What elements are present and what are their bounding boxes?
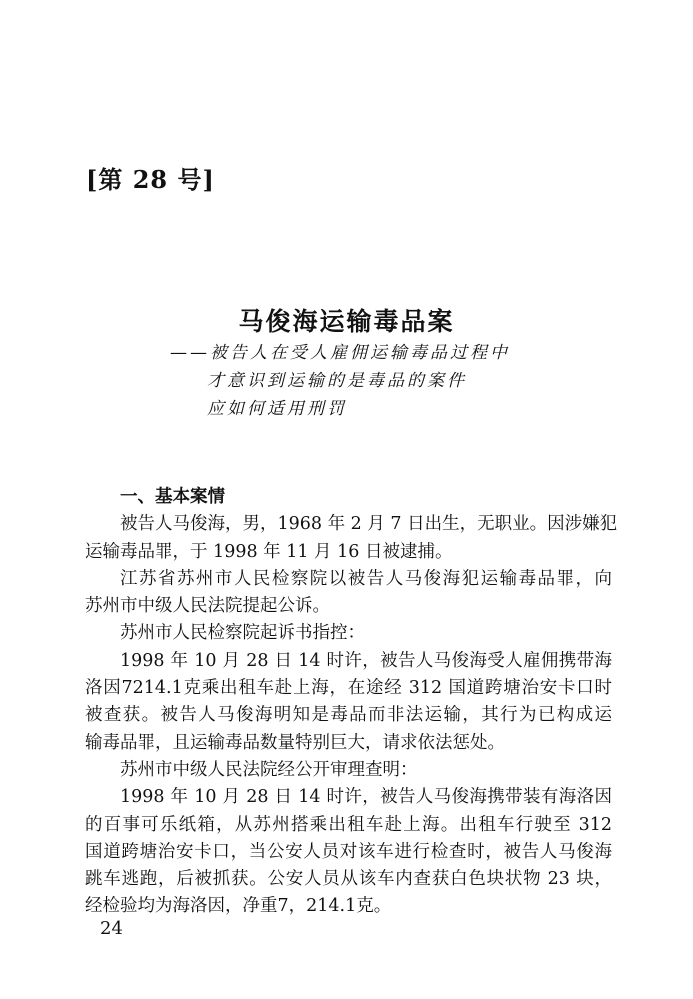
case-title: 马俊海运输毒品案 [238, 307, 455, 336]
text-line: 苏州市中级人民法院经公开审理查明： [120, 759, 418, 780]
text-line: 被告人马俊海，男，1968 年 2 月 7 日出生，无职业。因涉嫌犯 [120, 514, 618, 535]
section-heading: 一、基本案情 [120, 487, 225, 507]
text-line: 洛因7214.1克乘出租车赴上海，在途经 312 国道跨塘治安卡口时 [85, 678, 612, 699]
paragraph [85, 648, 612, 757]
case-number: [第 28 号] [86, 165, 215, 194]
text-line: 苏州市人民检察院起诉书指控： [120, 623, 365, 644]
text-line: 的百事可乐纸箱，从苏州搭乘出租车赴上海。出租车行驶至 312 [85, 814, 612, 835]
subtitle-line: 应如何适用刑罚 [207, 399, 347, 419]
text-line: 国道跨塘治安卡口，当公安人员对该车进行检查时，被告人马俊海 [85, 841, 612, 862]
text-line: 被查获。被告人马俊海明知是毒品而非法运输，其行为已构成运 [85, 705, 612, 726]
text-line: 1998 年 10 月 28 日 14 时许，被告人马俊海携带装有海洛因 [120, 787, 612, 808]
text-line: 苏州市中级人民法院提起公诉。 [85, 596, 330, 617]
paragraph [85, 784, 612, 920]
document-body [85, 484, 618, 921]
text-line: 1998 年 10 月 28 日 14 时许，被告人马俊海受人雇佣携带海 [120, 650, 612, 671]
text-line: 跳车逃跑，后被抓获。公安人员从该车内查获白色块状物 23 块， [85, 869, 612, 890]
paragraph [85, 757, 612, 784]
subtitle-line: 才意识到运输的是毒品的案件 [207, 371, 467, 391]
text-line: 运输毒品罪，于 1998 年 11 月 16 日被逮捕。 [85, 541, 453, 562]
paragraph [85, 620, 612, 647]
text-line: 输毒品罪，且运输毒品数量特别巨大，请求依法惩处。 [85, 732, 505, 753]
subtitle-line: ——被告人在受人雇佣运输毒品过程中 [170, 343, 510, 363]
paragraph [85, 566, 612, 621]
text-line: 江苏省苏州市人民检察院以被告人马俊海犯运输毒品罪，向 [120, 568, 612, 589]
page-number: 24 [100, 918, 123, 939]
paragraph [85, 511, 618, 566]
text-line: 经检验均为海洛因，净重7，214.1克。 [85, 896, 392, 917]
